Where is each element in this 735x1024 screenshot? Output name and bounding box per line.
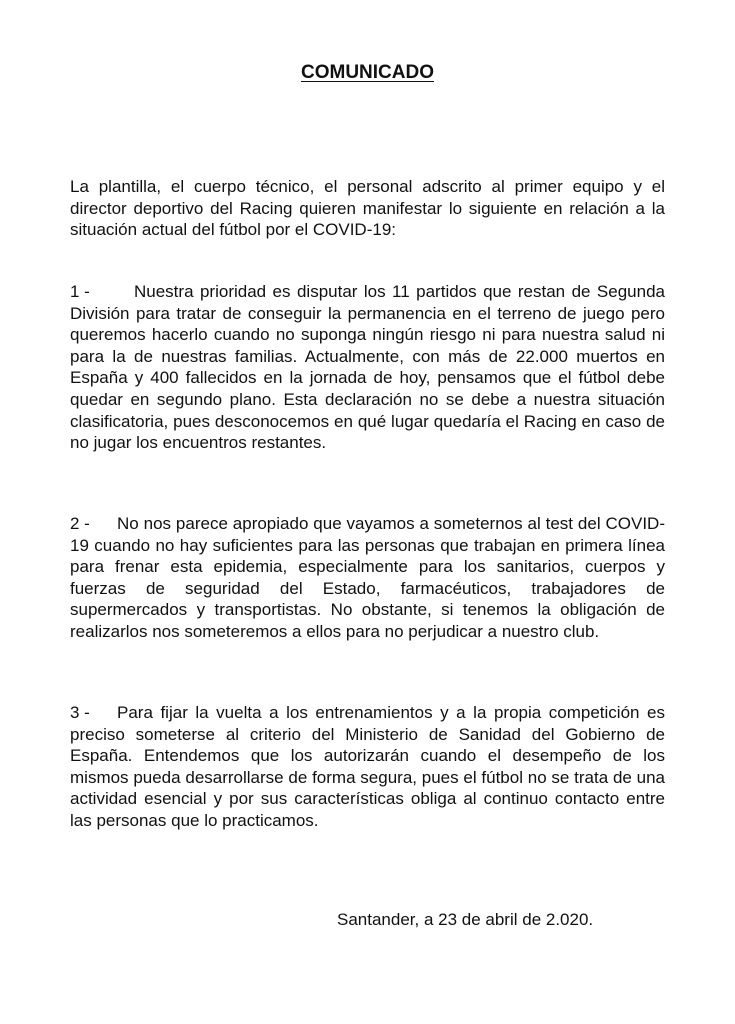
point-3-text: Para fijar la vuelta a los entrenamientos y a la propia competición es preciso someterse al criterio del Ministerio de Sanidad del Gobierno de España. Entendemos que los autorizarán cuando el desempeño de los mismos pueda desarrollarse de forma segura, pues el fútbol no se trata de una actividad esencial y por sus características obliga al continuo contacto entre las personas que lo practicamos. <box>70 703 665 830</box>
point-1-text: Nuestra prioridad es disputar los 11 partidos que restan de Segunda División para tratar de conseguir la permanencia en el terreno de juego pero queremos hacerlo cuando no suponga ningún riesgo ni para nuestra salud ni para la de nuestras familias. Actualmente, con más de 22.000 muertos en España y 400 fallecidos en la jornada de hoy, pensamos que el fútbol debe quedar en segundo plano. Esta declaración no se debe a nuestra situación clasificatoria, pues desconocemos en qué lugar quedaría el Racing en caso de no jugar los encuentros restantes. <box>70 282 665 453</box>
point-3-number: 3 - <box>70 703 90 722</box>
point-2-text: No nos parece apropiado que vayamos a someternos al test del COVID-19 cuando no hay suficientes para las personas que trabajan en primera línea para frenar esta epidemia, especialmente para los sanitarios, cuerpos y fuerzas de seguridad del Estado, farmacéuticos, trabajadores de supermercados y transportistas. No obstante, si tenemos la obligación de realizarlos nos someteremos a ellos para no perjudicar a nuestro club. <box>70 514 665 641</box>
point-2-number: 2 - <box>70 514 90 533</box>
point-1-number: 1 - <box>70 282 90 301</box>
point-3-paragraph <box>70 702 665 832</box>
point-2-paragraph <box>70 513 665 643</box>
intro-paragraph: La plantilla, el cuerpo técnico, el personal adscrito al primer equipo y el director deportivo del Racing quieren manifestar lo siguiente en relación a la situación actual del fútbol por el COVID-19: <box>70 177 665 240</box>
point-1-paragraph <box>70 281 665 454</box>
signature-line: Santander, a 23 de abril de 2.020. <box>337 910 594 929</box>
document-title: COMUNICADO <box>301 62 434 83</box>
